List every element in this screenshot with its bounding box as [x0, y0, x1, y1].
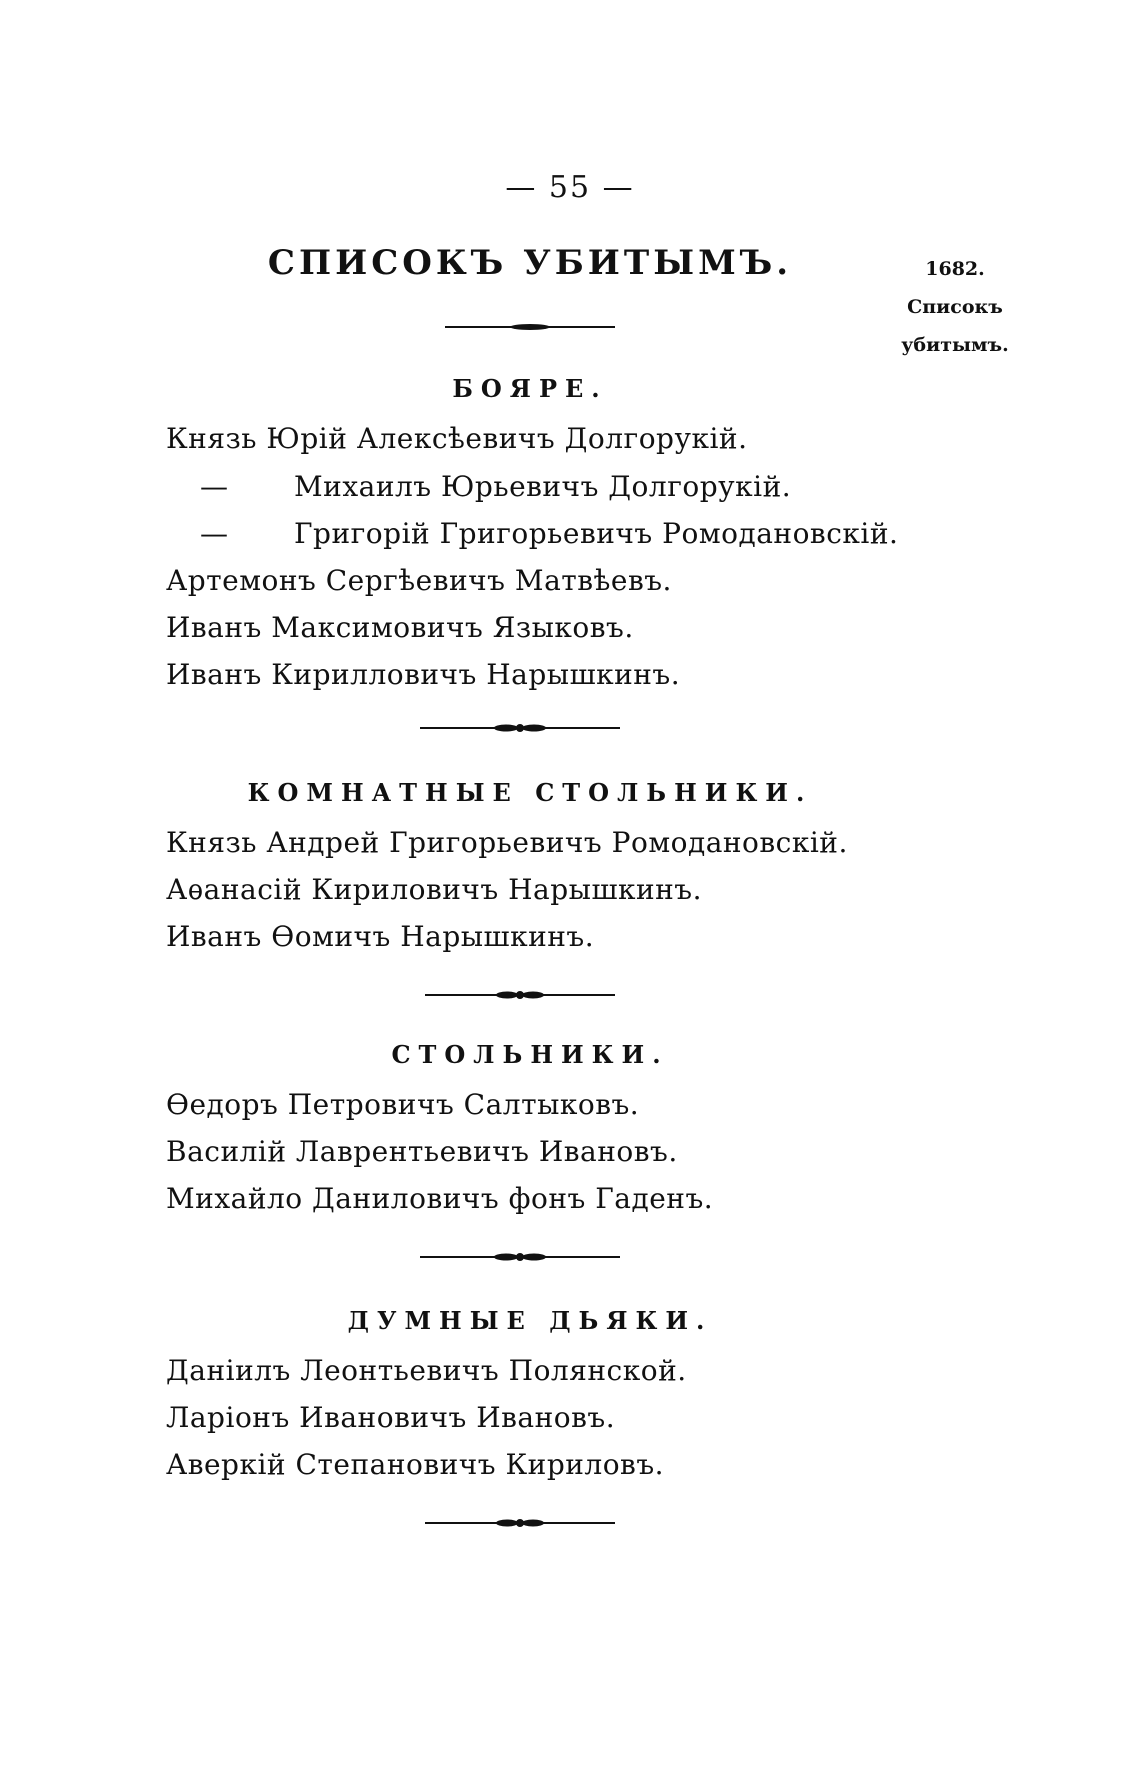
list-item: Иванъ Ѳомичъ Нарышкинъ. — [166, 920, 595, 953]
ornamental-rule — [420, 1252, 620, 1262]
section-heading-komnatnye-stolniki: КОМНАТНЫЕ СТОЛЬНИКИ. — [247, 778, 813, 807]
section-heading-stolniki: СТОЛЬНИКИ. — [391, 1040, 669, 1069]
list-item: Василій Лаврентьевичъ Ивановъ. — [166, 1135, 678, 1168]
list-item: Иванъ Кирилловичъ Нарышкинъ. — [166, 658, 681, 691]
rule-ornament-icon — [445, 322, 615, 332]
rule-ornament-icon — [420, 1252, 620, 1262]
list-item: Ѳедоръ Петровичъ Салтыковъ. — [166, 1088, 640, 1121]
margin-note-line2: убитымъ. — [901, 334, 1009, 356]
section-heading-dumnye-dyaki: ДУМНЫЕ ДЬЯКИ. — [347, 1306, 713, 1335]
list-item: — Михаилъ Юрьевичъ Долгорукій. — [200, 470, 792, 503]
ornamental-rule — [420, 723, 620, 733]
list-item: Князь Юрій Алексѣевичъ Долгорукій. — [166, 422, 748, 455]
margin-note-year: 1682. — [925, 258, 985, 280]
ornamental-rule — [425, 1518, 615, 1528]
list-item: Ларіонъ Ивановичъ Ивановъ. — [166, 1401, 616, 1434]
list-item: Аверкій Степановичъ Кириловъ. — [166, 1448, 665, 1481]
page-number: — 55 — — [505, 170, 635, 205]
list-item: — Григорій Григорьевичъ Ромодановскій. — [200, 517, 899, 550]
rule-ornament-icon — [425, 990, 615, 1000]
list-item: Иванъ Максимовичъ Языковъ. — [166, 611, 634, 644]
section-heading-boyare: БОЯРЕ. — [452, 374, 608, 403]
list-item: Михайло Даниловичъ фонъ Гаденъ. — [166, 1182, 714, 1215]
ornamental-rule — [425, 990, 615, 1000]
page-title: СПИСОКЪ УБИТЫМЪ. — [267, 243, 793, 283]
ornamental-rule-title — [445, 322, 615, 332]
rule-ornament-icon — [420, 723, 620, 733]
margin-note — [875, 250, 1035, 364]
margin-note-line1: Списокъ — [907, 296, 1003, 318]
list-item: Князь Андрей Григорьевичъ Ромодановскій. — [166, 826, 848, 859]
list-item: Аѳанасій Кириловичъ Нарышкинъ. — [166, 873, 703, 906]
rule-ornament-icon — [425, 1518, 615, 1528]
list-item: Даніилъ Леонтьевичъ Полянской. — [166, 1354, 687, 1387]
list-item: Артемонъ Сергѣевичъ Матвѣевъ. — [166, 564, 672, 597]
